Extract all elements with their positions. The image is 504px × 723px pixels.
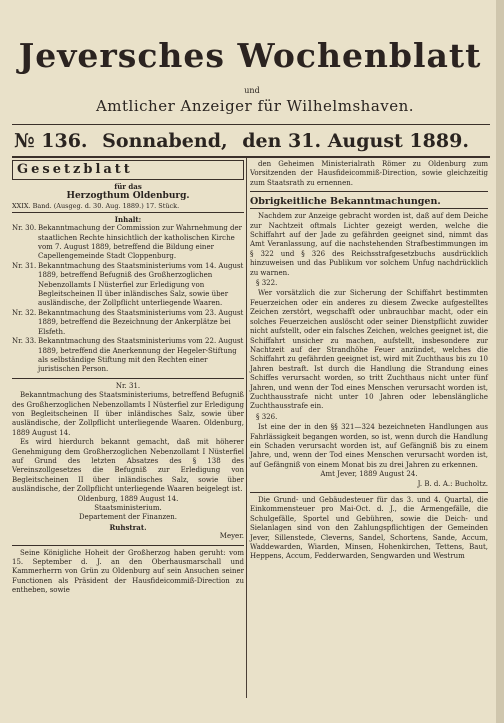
issue-date: den 31. August 1889. (242, 130, 469, 152)
inhalt-nr: Nr. 31. (12, 261, 37, 270)
gesetzblatt-land: Herzogthum Oldenburg. (66, 191, 190, 202)
left-column (12, 160, 244, 596)
gesetzblatt-fuer: für das (114, 182, 142, 191)
inhalt-text: Bekanntmachung des Staatsministeriums vom 23. August 1889, betreffend die Bezeichnung der Ankerplätze bei Elsfeth. (38, 308, 244, 336)
notice-paragraph-2: Wer vorsätzlich die zur Sicherung der Schiffahrt bestimmten Feuerzeichen oder ein anderes zu diesem Zwecke aufgestelltes Zeichen zerstört, wegschafft oder unbrauchbar macht, oder ein solches Feuerzeichen auslöscht oder seiner Dienstpflicht zuwider nicht aufstellt, oder ein falsches Zeichen, welches geeignet ist, die Schiffahrt unsicher zu machen, aufstellt, insbesondere zur Nachtzeit auf der Strandhöhe Feuer anzündet, welches die Schiffahrt zu gefährden geeignet ist, wird mit Zuchthaus bis zu 10 Jahren bestraft. Ist durch die Handlung die Strandung eines Schiffes verursacht worden, so tritt Zuchthaus nicht unter fünf Jahren, und wenn der Tod eines Menschen verursacht worden ist, Zuchthausstrafe nicht unter 10 Jahren oder lebenslängliche Zuchthausstrafe ein. (250, 289, 488, 411)
notice-paragraph-3: Ist eine der in den §§ 321—324 bezeichneten Handlungen aus Fahrlässigkeit begangen worden, so ist, wenn durch die Handlung ein Schaden verursacht worden ist, auf Gefängniß bis zu einem Jahre, und, wenn der Tod eines Menschen verursacht worden ist, auf Gefängniß von einem Monat bis zu drei Jahren zu erkennen. (250, 423, 488, 469)
gesetzblatt-band: XXIX. Band. (Ausgeg. d. 30. Aug. 1889.) 17. Stück. (12, 202, 244, 212)
section-rule (250, 492, 488, 493)
nr31-dept: Departement der Finanzen. (78, 513, 178, 522)
nr31-body: Es wird hierdurch bekannt gemacht, daß mit höherer Genehmigung dem Großherzoglichen Nebenzollamt I Nüsterfiel auf Grund des letzten Absatzes des § 138 des Vereinszollgesetzes die Befugniß zur Erledigung von Begleitscheinen II über inländisches Salz, sowie über ausländische, der Zollpflicht unterliegende Waaren beigelegt ist. (12, 438, 244, 494)
gesetzblatt-heading: Gesetzblatt (12, 160, 244, 180)
section-326: § 326. (256, 412, 278, 421)
tax-paragraph: Die Grund- und Gebäudesteuer für das 3. und 4. Quartal, die Einkommensteuer pro Mai-Oct. d. J., die Armengefälle, die Schulgefälle, Sportel und Gebühren, sowie die Deich- und Sielanlagen sind von den Zahlungspflichtigen der Gemeinden Jever, Sillenstede, Cleverns, Sandel, Schortens, Sande, Accum, Waddewarden, Wiarden, Minsen, Hohenkirchen, Tettens, Baut, Heppens, Accum, Fedderwarden, Sengwarden und Westrum (250, 496, 488, 561)
column-divider (246, 158, 247, 698)
right-column (250, 160, 488, 562)
issue-day: Sonnabend, (102, 130, 228, 152)
nr31-title: Nr. 31. (115, 381, 141, 390)
inhalt-item (12, 262, 244, 309)
notice-paragraph-1: Nachdem zur Anzeige gebracht worden ist, daß auf dem Deiche zur Nachtzeit oftmals Lichter gezeigt werden, welche die Schiffahrt auf der Jade zu gefährden geeignet sind, nimmt das Amt Veranlassung, auf die nachstehenden Strafbestimmungen im § 322 und § 326 des Reichsstrafgesetzbuchs ausdrücklich hinzuweisen und das Publikum vor solchem Unfug nachdrücklich zu warnen. (250, 212, 488, 277)
inhalt-text: Bekanntmachung des Staatsministeriums vom 22. August 1889, betreffend die Anerkennung der Hegeler-Stiftung als selbständige Stiftung mit den Rechten einer juristischen Person. (38, 337, 244, 374)
inhalt-nr: Nr. 32. (12, 308, 37, 317)
inhalt-title: Inhalt: (114, 214, 142, 224)
bekanntmachungen-heading: Obrigkeitliche Bekanntmachungen. (250, 195, 488, 209)
section-rule (12, 545, 244, 546)
masthead-subtitle: Amtlicher Anzeiger für Wilhelmshaven. (95, 97, 415, 115)
header-rule-bottom (12, 156, 490, 158)
section-rule (250, 191, 488, 192)
notice-sig-name: J. B. d. A.: Bucholtz. (417, 479, 488, 488)
masthead-und: und (244, 86, 260, 95)
section-322: § 322. (256, 279, 278, 288)
section-rule (12, 378, 244, 379)
inhalt-item (12, 224, 244, 262)
page-edge (496, 0, 504, 723)
appointment-text: den Geheimen Ministerialrath Römer zu Oldenburg zum Vorsitzenden der Hausfideicommiß-Direction, sowie gleichzeitig zum Staatsrath zu ernennen. (250, 160, 488, 187)
masthead-title: Jeversches Wochenblatt (18, 36, 482, 75)
issue-number: № 136. (14, 130, 88, 152)
issue-line (14, 128, 490, 154)
nr31-ministry: Staatsministerium. (94, 504, 162, 512)
inhalt-nr: Nr. 33. (12, 337, 37, 346)
header-rule-top (12, 124, 490, 125)
inhalt-text: Bekanntmachung der Commission zur Wahrnehmung der staatlichen Rechte hinsichtlich der katholischen Kirche vom 7. August 1889, betreffend die Bildung einer Capellengemeinde Stadt Cloppenburg. (38, 224, 243, 261)
inhalt-text: Bekanntmachung des Staatsministeriums vom 14. August 1889, betreffend Befugniß des Großherzoglichen Nebenzollamts I Nüsterfiel zur Erledigung von Begleitscheinen II über inländisches Salz, sowie über ausländische, der Zollpflicht unterliegende Waaren. (38, 261, 244, 308)
nr31-place: Oldenburg, 1889 August 14. (77, 494, 179, 503)
inhalt-item (12, 337, 244, 375)
notice-sig-place: Amt Jever, 1889 August 24. (320, 470, 418, 479)
inhalt-nr: Nr. 30. (12, 224, 37, 233)
nr31-cosigner: Meyer. (219, 532, 244, 541)
nr31-signer: Ruhstrat. (109, 522, 147, 532)
inhalt-item (12, 309, 244, 337)
news-paragraph: Seine Königliche Hoheit der Großherzog haben geruht: vom 15. September d. J. an den Oberhausmarschall und Kammerherrn von Grün zu Oldenburg auf sein Ansuchen seiner Functionen als Präsident der Hausfideicommiß-Direction zu entheben, sowie (12, 548, 244, 595)
nr31-intro: Bekanntmachung des Staatsministeriums, betreffend Befugniß des Großherzoglichen Nebenzollamts I Nüsterfiel zur Erledigung von Begleitscheinen II über inländisches Salz, sowie über ausländische, der Zollpflicht unterliegende Waaren. Oldenburg, 1889 August 14. (12, 391, 244, 437)
